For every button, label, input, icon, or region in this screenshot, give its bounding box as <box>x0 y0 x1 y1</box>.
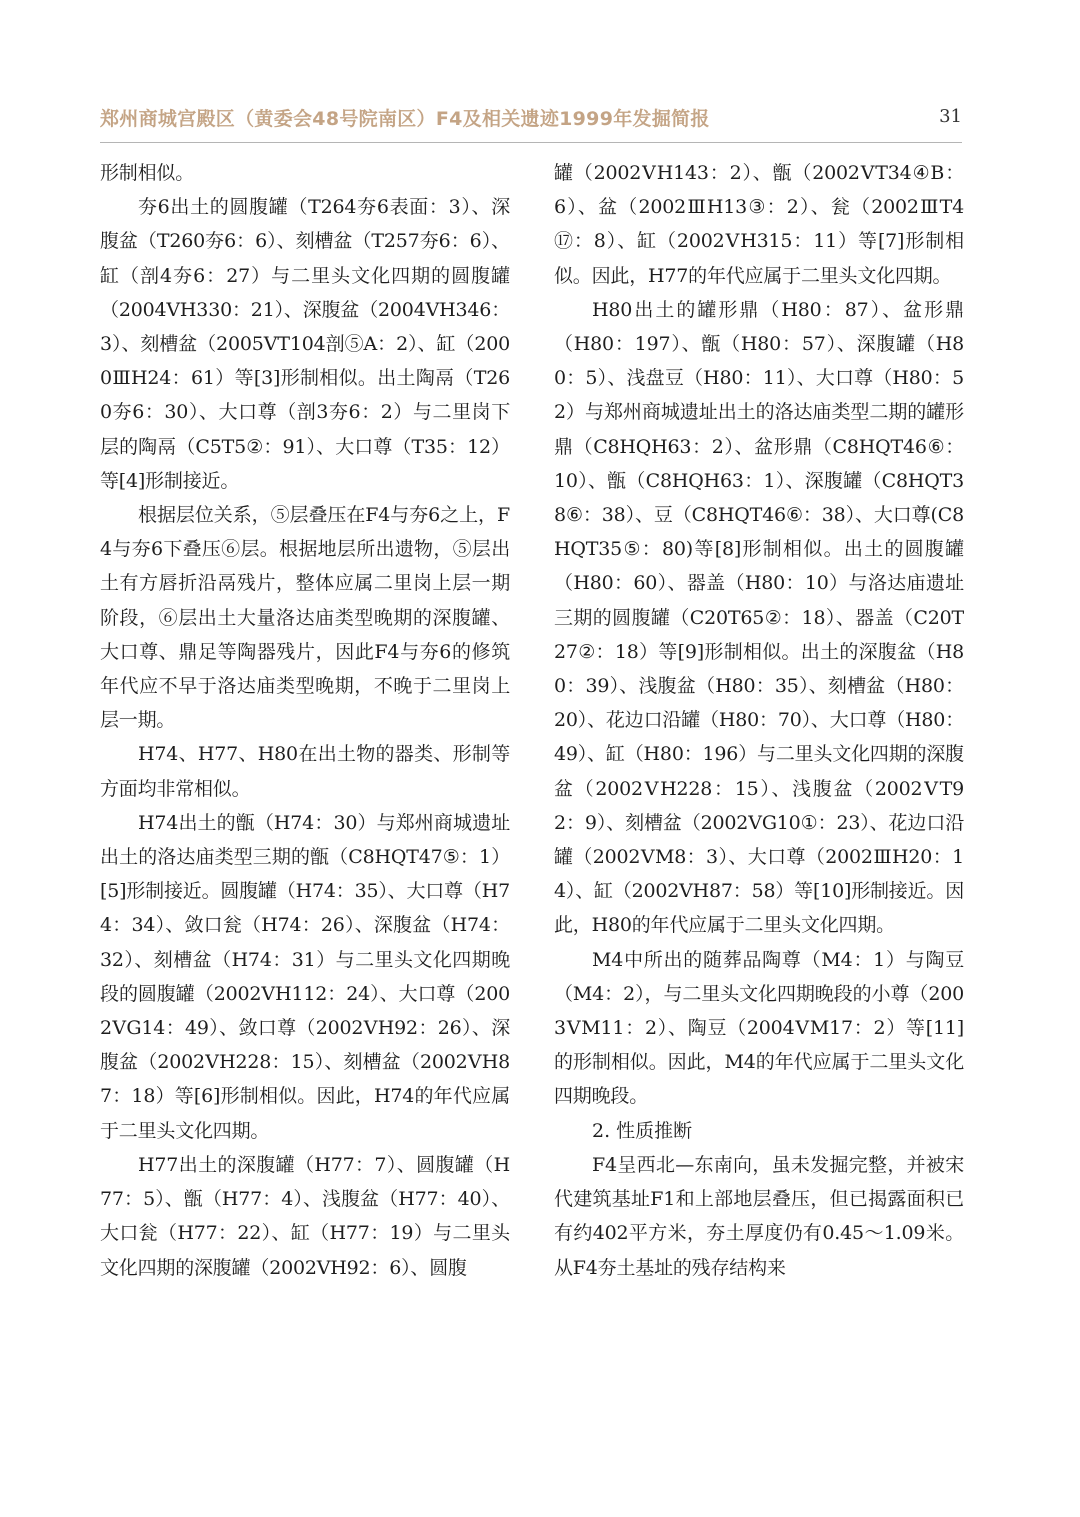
paragraph: F4呈西北—东南向，虽未发掘完整，并被宋代建筑基址F1和上部地层叠压，但已揭露面积已有约402平方米，夯土厚度仍有0.45～1.09米。从F4夯土基址的残存结构来 <box>554 1153 964 1279</box>
paragraph: 根据层位关系，⑤层叠压在F4与夯6之上，F4与夯6下叠压⑥层。根据地层所出遗物，⑤层出土有方唇折沿鬲残片，整体应属二里岗上层一期阶段，⑥层出土大量洛达庙类型晚期的深腹罐、大口尊、鼎足等陶器残片，因此F4与夯6的修筑年代应不早于洛达庙类型晚期，不晚于二里岗上层一期。 <box>100 504 510 732</box>
running-title: 郑州商城宫殿区（黄委会48号院南区）F4及相关遗迹1999年发掘简报 <box>100 108 710 130</box>
paragraph: 形制相似。 <box>100 162 195 184</box>
page-header <box>100 104 962 140</box>
header-rule <box>100 142 962 143</box>
paragraph: H74出土的甑（H74：30）与郑州商城遗址出土的洛达庙类型三期的甑（C8HQT47⑤：1）[5]形制接近。圆腹罐（H74：35）、大口尊（H74：34）、敛口瓮（H74：26）、深腹盆（H74：32）、刻槽盆（H74：31）与二里头文化四期晚段的圆腹罐（2002ⅤH112：24）、大口尊（2002ⅤG14：49）、敛口尊（2002ⅤH92：26）、深腹盆（2002ⅤH228：15）、刻槽盆（2002ⅤH87：18）等[6]形制相似。因此，H74的年代应属于二里头文化四期。 <box>100 811 510 1142</box>
paragraph: 罐（2002ⅤH143：2）、甑（2002ⅤT34④B：6）、盆（2002ⅢH13③：2）、瓮（2002ⅢT4⑰：8）、缸（2002ⅤH315：11）等[7]形制相似。因此，H77的年代应属于二里头文化四期。 <box>554 162 964 287</box>
paragraph: H74、H77、H80在出土物的器类、形制等方面均非常相似。 <box>100 743 510 800</box>
left-column <box>100 156 510 1285</box>
right-column <box>554 156 964 1285</box>
paragraph: H77出土的深腹罐（H77：7）、圆腹罐（H77：5）、甑（H77：4）、浅腹盆（H77：40）、大口瓮（H77：22）、缸（H77：19）与二里头文化四期的深腹罐（2002ⅤH92：6）、圆腹 <box>100 1153 510 1279</box>
page-number: 31 <box>939 106 962 127</box>
paragraph: H80出土的罐形鼎（H80：87）、盆形鼎（H80：197）、甑（H80：57）、深腹罐（H80：5）、浅盘豆（H80：11）、大口尊（H80：52）与郑州商城遗址出土的洛达庙类型二期的罐形鼎（C8HQH63：2）、盆形鼎（C8HQT46⑥：10）、甑（C8HQH63：1）、深腹罐（C8HQT38⑥：38）、豆（C8HQT46⑥：38）、大口尊(C8HQT35⑤：80)等[8]形制相似。出土的圆腹罐（H80：60）、器盖（H80：10）与洛达庙遗址三期的圆腹罐（C20T65②：18）、器盖（C20T27②：18）等[9]形制相似。出土的深腹盆（H80：39）、浅腹盆（H80：35）、刻槽盆（H80：20）、花边口沿罐（H80：70）、大口尊（H80：49）、缸（H80：196）与二里头文化四期的深腹盆（2002ⅤH228：15）、浅腹盆（2002ⅤT92：9）、刻槽盆（2002ⅤG10①：23）、花边口沿罐（2002ⅤM8：3）、大口尊（2002ⅢH20：14）、缸（2002ⅤH87：58）等[10]形制接近。因此，H80的年代应属于二里头文化四期。 <box>554 298 964 937</box>
paragraph: 夯6出土的圆腹罐（T264夯6表面：3）、深腹盆（T260夯6：6）、刻槽盆（T257夯6：6）、缸（剖4夯6：27）与二里头文化四期的圆腹罐（2004ⅤH330：21）、深腹盆（2004ⅤH346：3）、刻槽盆（2005ⅤT104剖⑤A：2）、缸（2000ⅢH24：61）等[3]形制相似。出土陶鬲（T260夯6：30）、大口尊（剖3夯6：2）与二里岗下层的陶鬲（C5T5②：91）、大口尊（T35：12）等[4]形制接近。 <box>100 196 510 492</box>
section-subheading: 2. 性质推断 <box>592 1119 693 1142</box>
paragraph: M4中所出的随葬品陶尊（M4：1）与陶豆（M4：2），与二里头文化四期晚段的小尊（2003ⅤM11：2）、陶豆（2004ⅤM17：2）等[11]的形制相似。因此，M4的年代应属于二里头文化四期晚段。 <box>554 948 964 1108</box>
